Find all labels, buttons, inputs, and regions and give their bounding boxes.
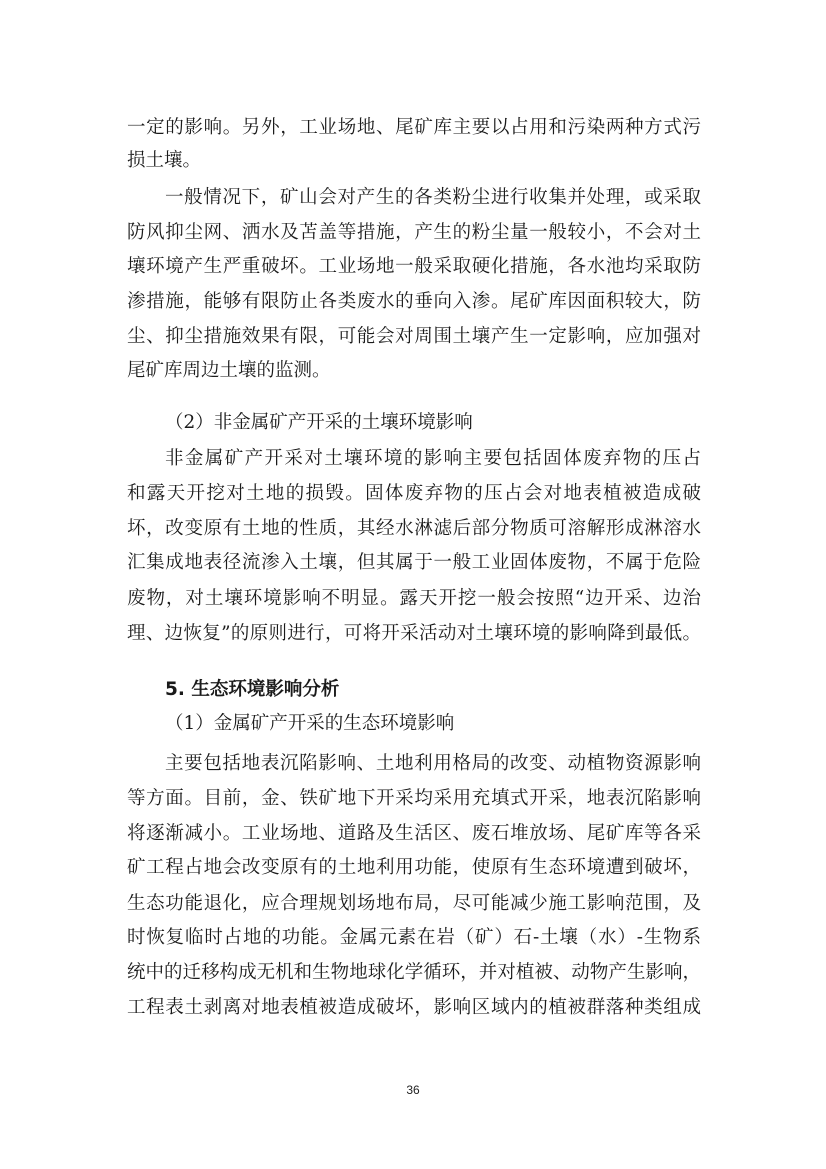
p4-line-7: 统中的迁移构成无机和生物地球化学循环，并对植被、动物产生影响， <box>127 962 701 983</box>
p3-line-4: 汇集成地表径流渗入土壤，但其属于一般工业固体废物，不属于危险 <box>127 552 701 573</box>
p4-line-5: 生态功能退化，应合理规划场地布局，尽可能减少施工影响范围，及 <box>127 893 701 914</box>
p1-line-1: 一定的影响。另外，工业场地、尾矿库主要以占用和污染两种方式污 <box>127 117 701 138</box>
subheading-metal-ecology: （1）金属矿产开采的生态环境影响 <box>165 713 455 734</box>
p4-line-4: 矿工程占地会改变原有的土地利用功能，使原有生态环境遭到破坏， <box>127 857 701 878</box>
p4-line-6: 时恢复临时占地的功能。金属元素在岩（矿）石-土壤（水）-生物系 <box>127 927 701 948</box>
p2-line-3: 壤环境产生严重破坏。工业场地一般采取硬化措施，各水池均采取防 <box>127 256 701 277</box>
p4-line-2: 等方面。目前，金、铁矿地下开采均采用充填式开采，地表沉陷影响 <box>127 788 701 809</box>
p3-line-3: 坏，改变原有土地的性质，其经水淋滤后部分物质可溶解形成淋溶水 <box>127 518 701 539</box>
p2-line-1: 一般情况下，矿山会对产生的各类粉尘进行收集并处理，或采取 <box>165 187 701 208</box>
p1-line-2: 损土壤。 <box>127 150 202 171</box>
p2-line-2: 防风抑尘网、洒水及苫盖等措施，产生的粉尘量一般较小，不会对土 <box>127 222 701 243</box>
p4-line-1: 主要包括地表沉陷影响、土地利用格局的改变、动植物资源影响 <box>165 753 701 774</box>
p3-line-5: 废物，对土壤环境影响不明显。露天开挖一般会按照“边开采、边治 <box>127 588 701 609</box>
p4-line-8: 工程表土剥离对地表植被造成破坏，影响区域内的植被群落种类组成 <box>127 997 701 1018</box>
p3-line-6: 理、边恢复”的原则进行，可将开采活动对土壤环境的影响降到最低。 <box>127 623 701 644</box>
p3-line-1: 非金属矿产开采对土壤环境的影响主要包括固体废弃物的压占 <box>165 448 701 469</box>
p2-line-4: 渗措施，能够有限防止各类废水的垂向入渗。尾矿库因面积较大，防 <box>127 291 701 312</box>
page-number: 36 <box>406 1083 420 1097</box>
p3-line-2: 和露天开挖对土地的损毁。固体废弃物的压占会对地表植被造成破 <box>127 483 701 504</box>
section-heading-ecology: 5. 生态环境影响分析 <box>165 679 340 700</box>
subheading-nonmetal-soil: （2）非金属矿产开采的土壤环境影响 <box>165 412 473 433</box>
p4-line-3: 将逐渐减小。工业场地、道路及生活区、废石堆放场、尾矿库等各采 <box>127 823 701 844</box>
p2-line-6: 尾矿库周边土壤的监测。 <box>127 360 331 381</box>
p2-line-5: 尘、抑尘措施效果有限，可能会对周围土壤产生一定影响，应加强对 <box>127 326 701 347</box>
